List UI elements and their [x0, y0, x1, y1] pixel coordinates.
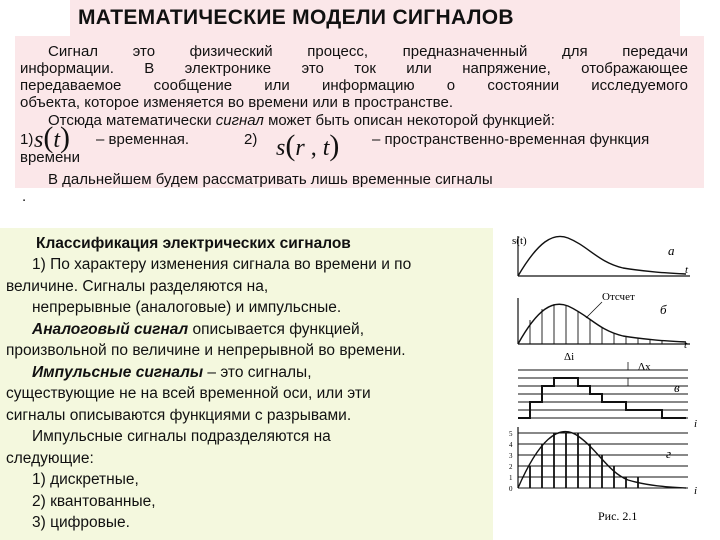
digit-0: 0 [509, 485, 513, 493]
panel-g [509, 427, 697, 497]
cls-line-4-rest: описывается функцией, [188, 321, 365, 338]
formula-s-t: s(t) [34, 121, 71, 154]
cls-line-1: 1) По характеру изменения сигнала во времени и по [32, 256, 412, 273]
panel-a-t: t [685, 264, 689, 276]
stray-dot: . [22, 188, 27, 205]
cls-line-3: непрерывные (аналоговые) и импульсные. [32, 299, 342, 316]
def-line-4: объекта, которое изменяется во времени или в пространстве. [20, 94, 453, 111]
digit-labels [509, 430, 513, 493]
slide-title: МАТЕМАТИЧЕСКИЕ МОДЕЛИ СИГНАЛОВ [78, 6, 514, 29]
cls-line-10: следующие: [6, 450, 94, 467]
cls-line-9: Импульсные сигналы подразделяются на [32, 428, 331, 445]
delta-i-label: Δi [564, 351, 575, 363]
def-line-5-pre: Отсюда математически [48, 112, 216, 129]
cls-line-13: 3) цифровые. [32, 514, 130, 531]
cls-line-4-em: Аналоговый сигнал [32, 321, 189, 338]
def-line-1: Сигнал это физический процесс, предназначенный для передачи [48, 43, 688, 60]
cls-line-6-em: Импульсные сигналы [32, 364, 204, 381]
digit-5: 5 [509, 430, 513, 438]
item-2-text: – пространственно-временная функция [372, 131, 650, 148]
formula-s-r-t-s: s [276, 135, 286, 161]
panel-b-t: t [684, 339, 688, 351]
cls-line-6 [32, 362, 312, 384]
panel-a-label: а [668, 243, 675, 258]
def-line-5-em: сигнал [215, 112, 264, 129]
panel-b [518, 291, 690, 363]
formula-s-t-t: t [53, 127, 61, 153]
def-line-5-post: может быть описан некоторой функцией: [263, 112, 555, 129]
cls-line-6-rest: – это сигналы, [203, 364, 312, 381]
formula-s-r-t: s(r , t) [276, 129, 340, 162]
figure-caption: Рис. 2.1 [598, 509, 638, 523]
panel-g-i: i [694, 485, 698, 497]
formula-s-r-t-r: r [295, 135, 305, 161]
item-1-text: – временная. [96, 131, 190, 148]
signal-figure [498, 222, 720, 540]
def-line-8: В дальнейшем будем рассматривать лишь временные сигналы [48, 171, 493, 188]
cls-line-8: сигналы описываются функциями с разрывами. [6, 407, 352, 424]
panel-v-i: i [694, 418, 698, 430]
cls-line-11: 1) дискретные, [32, 471, 139, 488]
item-2-number: 2) [244, 131, 258, 148]
def-line-3: передаваемое сообщение или информацию о состоянии исследуемого [20, 77, 688, 94]
def-line-2: информации. В электронике это ток или напряжение, отображающее [20, 60, 688, 77]
item-1-number: 1) [20, 131, 34, 148]
cls-line-12: 2) квантованные, [32, 493, 156, 510]
panel-b-label: б [660, 302, 667, 317]
digit-3: 3 [509, 452, 513, 460]
cls-line-7: существующие не на всей временной оси, или эти [6, 385, 371, 402]
panel-a [512, 235, 690, 276]
panel-v-label: в [674, 380, 680, 395]
digit-2: 2 [509, 463, 513, 471]
formula-s-t-s: s [34, 127, 44, 153]
classification-heading: Классификация электрических сигналов [36, 235, 351, 252]
cls-line-2: величине. Сигналы разделяются на, [6, 278, 269, 295]
digit-1: 1 [509, 474, 513, 482]
panel-v [518, 361, 697, 430]
formula-s-r-t-t: t [322, 135, 330, 161]
delta-x-label: Δx [638, 361, 651, 373]
def-line-5 [48, 111, 555, 130]
axis-label-s-t: s(t) [512, 235, 527, 247]
otschet-label: Отсчет [602, 291, 635, 303]
digit-4: 4 [509, 441, 513, 449]
cls-line-5: произвольной по величине и непрерывной во времени. [6, 342, 406, 359]
panel-g-label: г [666, 446, 672, 461]
def-line-7: времени [20, 149, 80, 166]
cls-line-4 [32, 319, 364, 341]
